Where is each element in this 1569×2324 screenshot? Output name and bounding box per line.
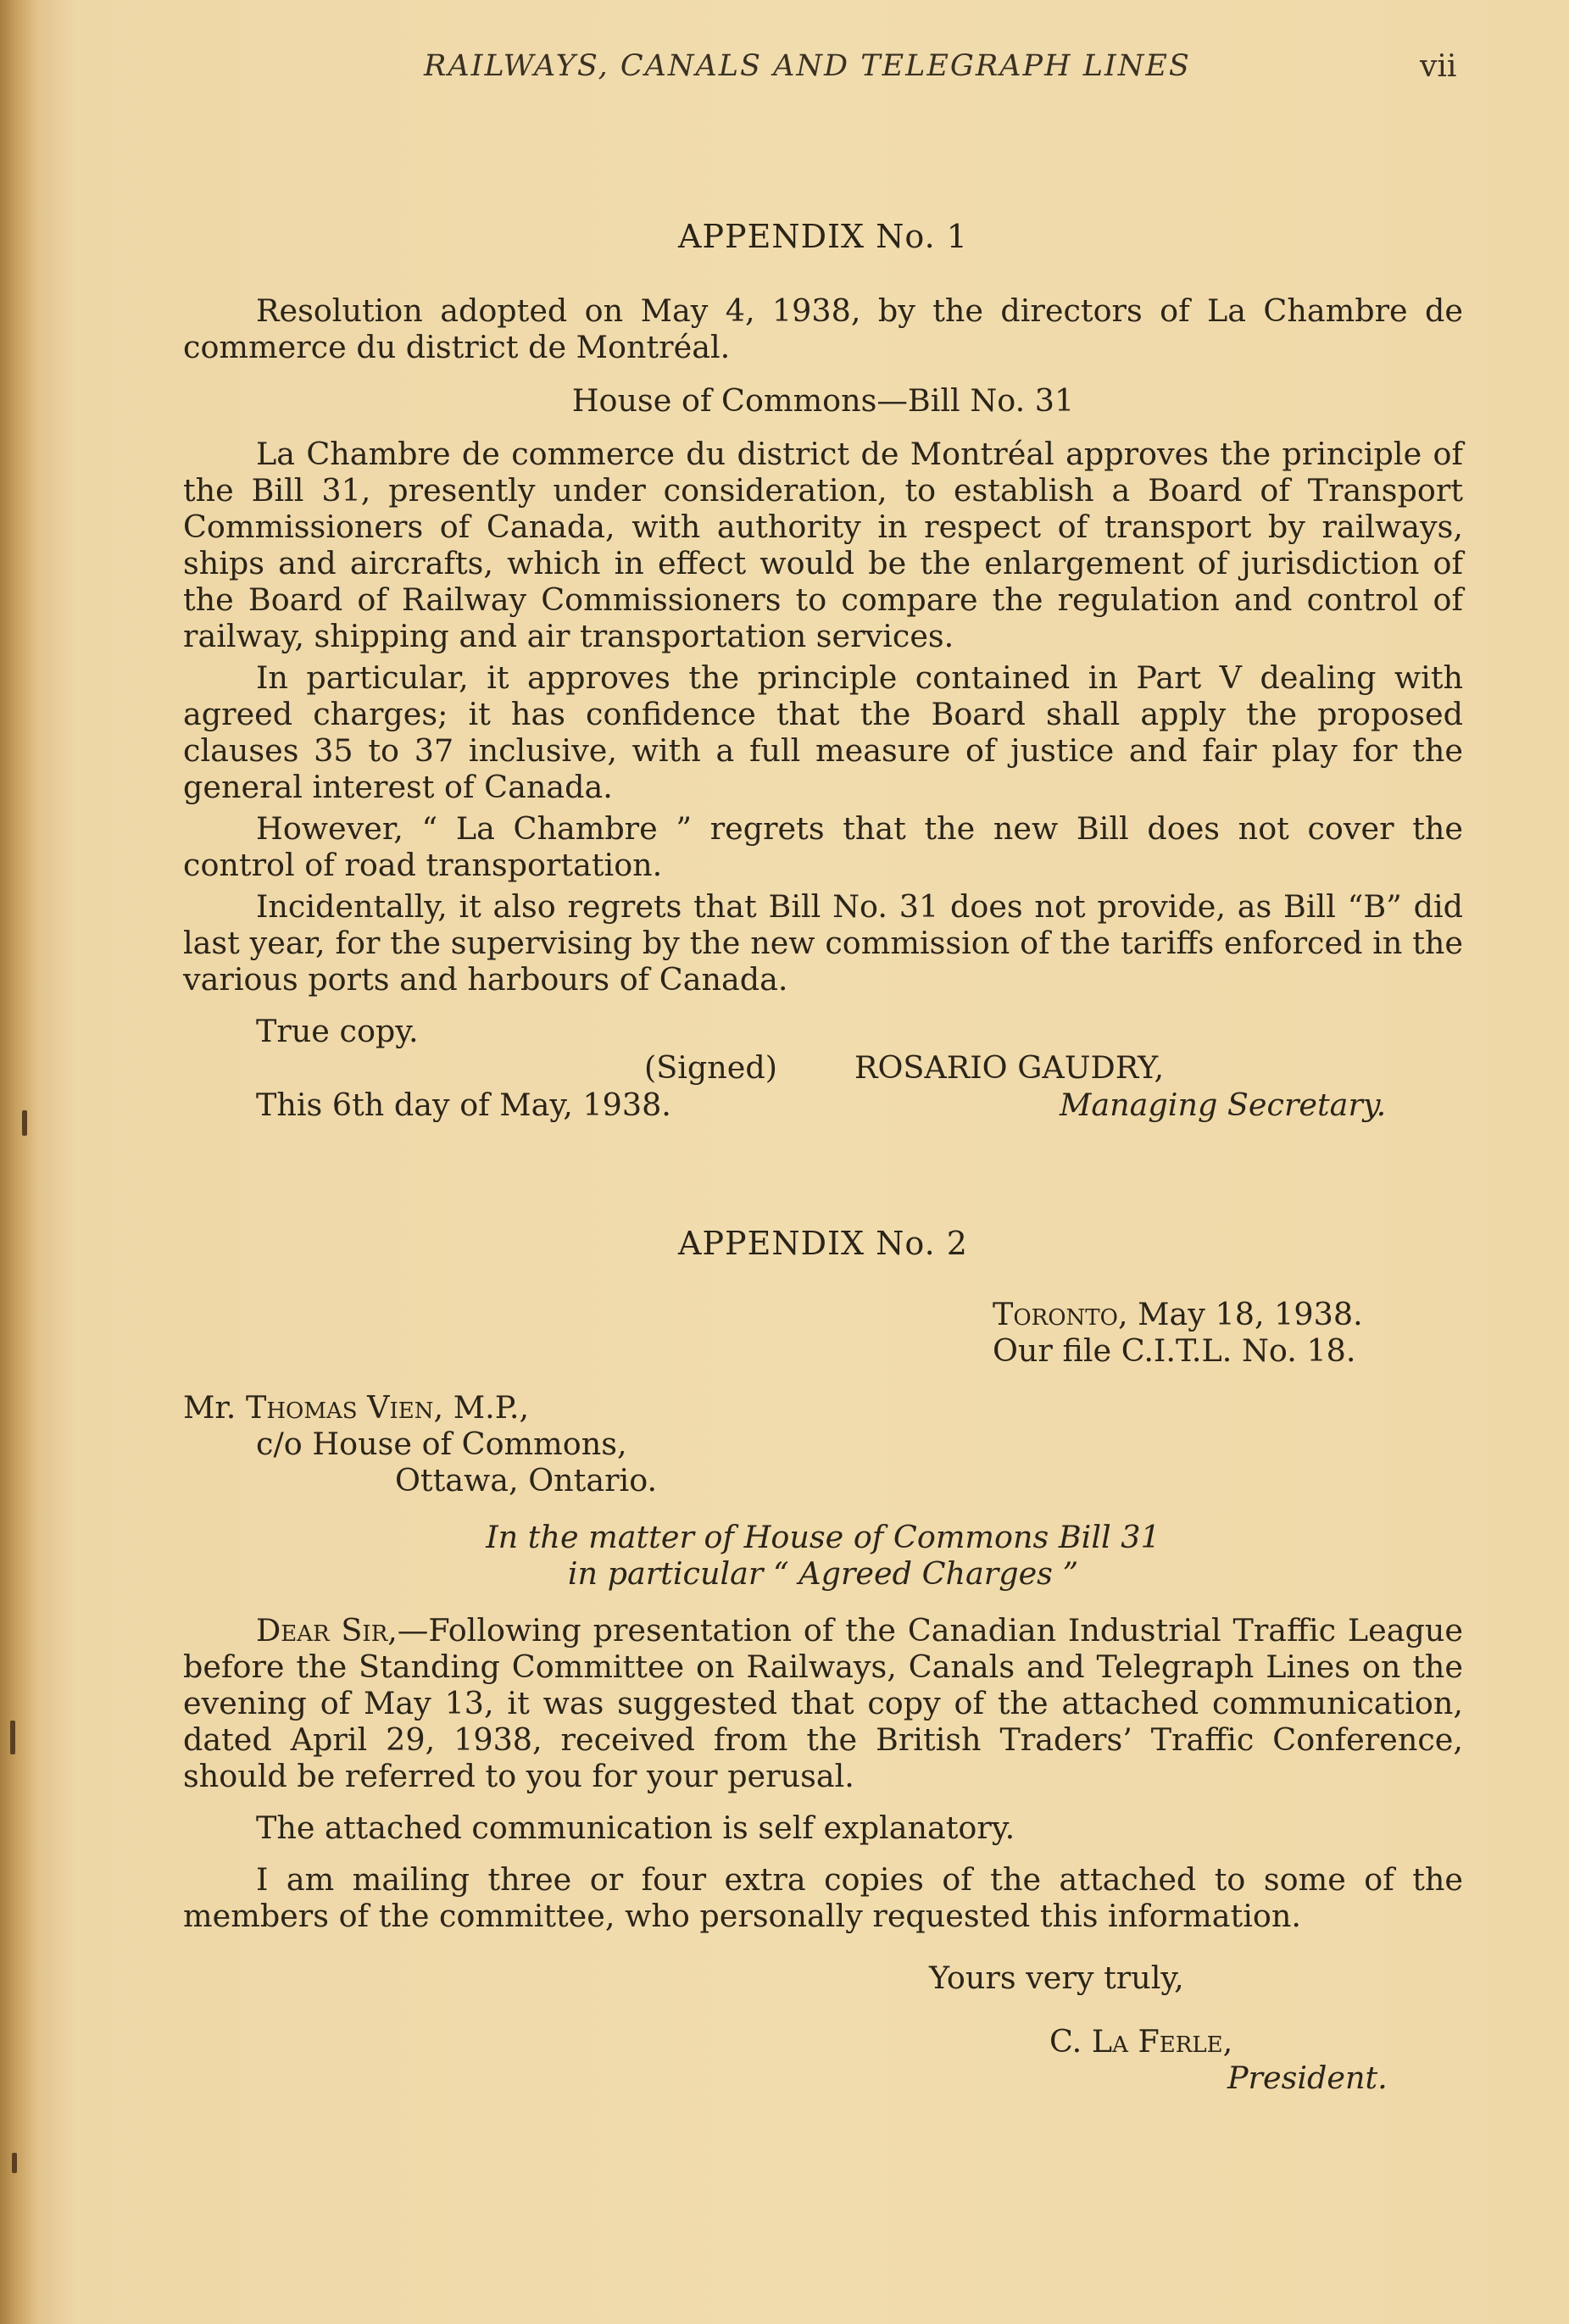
binding-mark <box>10 1721 15 1754</box>
subject-line-2: in particular “ Agreed Charges ” <box>567 1555 1079 1592</box>
letter-body-paragraph: The attached communication is self explanatory. <box>256 1810 1015 1846</box>
appendix-2-heading: APPENDIX No. 2 <box>678 1225 968 1262</box>
letter-closing: Yours very truly, <box>929 1960 1184 1996</box>
signatory-title: Managing Secretary. <box>1060 1087 1387 1123</box>
letter-opening-text: —Following presentation of the Canadian Industrial Traffic League before the Standing Committee on Railways, Canals and Telegraph Lines on the evening of May 13, it was suggested that copy of the attached communication, dated April 29, 1938, received from the British Traders’ Traffic Conference, should be referred to you for your perusal. <box>183 1612 1463 1794</box>
page-number: vii <box>1420 49 1457 84</box>
addressee-line-2: c/o House of Commons, <box>256 1426 627 1462</box>
letter-date: May 18, 1938. <box>1138 1296 1363 1332</box>
signer-initial: C. <box>1049 2023 1082 2060</box>
letter-body-paragraph: I am mailing three or four extra copies of the attached to some of the members of the committee, who personally requested this information. <box>183 1861 1463 1934</box>
addressee-line-3: Ottawa, Ontario. <box>395 1462 658 1498</box>
signed-label: (Signed) <box>644 1049 777 1086</box>
letter-signer <box>183 2023 1463 2060</box>
signer-name: La Ferle, <box>1091 2023 1233 2060</box>
letter-place: Toronto, <box>993 1296 1128 1332</box>
date-row <box>183 1087 1463 1124</box>
letter-body-paragraph <box>183 1612 1463 1794</box>
appendix-1-paragraph: La Chambre de commerce du district de Montréal approves the principle of the Bill 31, presently under consideration, to establish a Board of Transport Commissioners of Canada, with authority in respect of transport by railways, ships and aircrafts, which in effect would be the enlargement of jurisdiction of the Board of Railway Commissioners to compare the regulation and control of railway, shipping and air transportation services. <box>183 436 1463 654</box>
addressee-suffix: M.P., <box>453 1389 530 1426</box>
salutation: Dear Sir, <box>256 1612 398 1648</box>
letter-file-ref: Our file C.I.T.L. No. 18. <box>993 1332 1356 1369</box>
addressee-name: Thomas Vien, <box>246 1389 444 1426</box>
running-title: RAILWAYS, CANALS AND TELEGRAPH LINES <box>424 49 1191 83</box>
addressee-prefix: Mr. <box>183 1389 236 1426</box>
page-body <box>183 219 1463 2096</box>
appendix-1-subheading: House of Commons—Bill No. 31 <box>571 382 1075 419</box>
binding-mark <box>22 1110 27 1136</box>
appendix-1-paragraph: In particular, it approves the principle contained in Part V dealing with agreed charges; it has confidence that the Board shall apply the proposed clauses 35 to 37 inclusive, with a full measure of justice and fair play for the general interest of Canada. <box>183 659 1463 805</box>
signature-row <box>183 1049 1463 1087</box>
addressee-line-1 <box>183 1389 1463 1426</box>
subject-line-1: In the matter of House of Commons Bill 31 <box>486 1519 1160 1555</box>
appendix-1-paragraph: Incidentally, it also regrets that Bill No. 31 does not provide, as Bill “B” did last year, for the supervising by the new commission of the tariffs enforced in the various ports and harbours of Canada. <box>183 888 1463 998</box>
binding-mark <box>12 2153 17 2173</box>
signatory-name: ROSARIO GAUDRY, <box>854 1049 1165 1086</box>
date-line: This 6th day of May, 1938. <box>256 1087 671 1123</box>
appendix-1-heading: APPENDIX No. 1 <box>678 218 968 255</box>
appendix-1-intro: Resolution adopted on May 4, 1938, by the directors of La Chambre de commerce du district de Montréal. <box>183 292 1463 365</box>
true-copy-line: True copy. <box>256 1013 419 1049</box>
signer-title: President. <box>1227 2060 1388 2096</box>
letter-date-line <box>183 1296 1463 1332</box>
running-header <box>0 49 1569 92</box>
appendix-1-paragraph: However, “ La Chambre ” regrets that the new Bill does not cover the control of road transportation. <box>183 810 1463 883</box>
